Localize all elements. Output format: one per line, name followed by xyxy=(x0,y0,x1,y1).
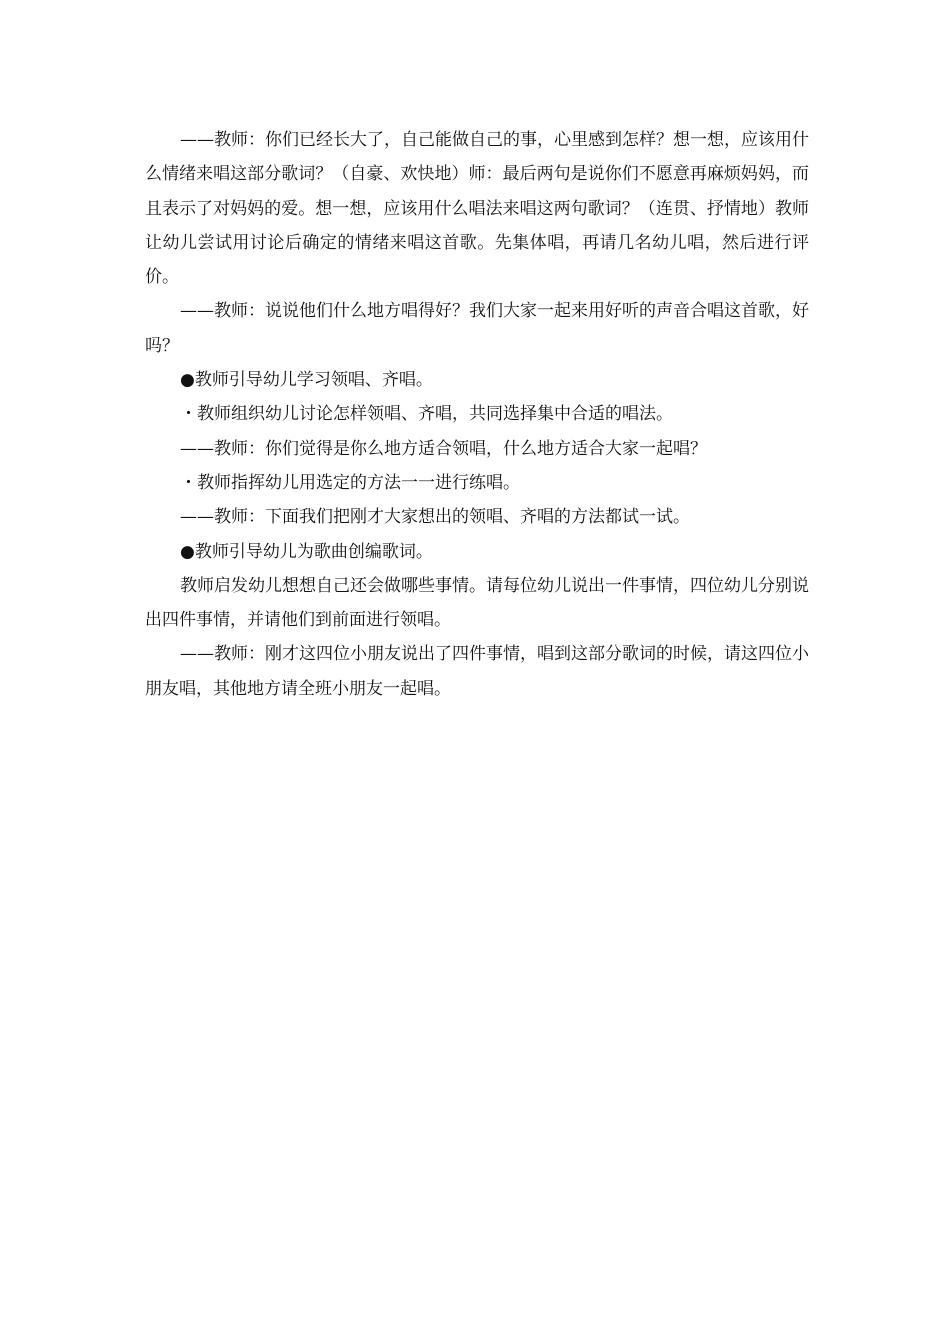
document-body xyxy=(145,123,809,706)
paragraph-teacher-question: ——教师：你们觉得是你么地方适合领唱，什么地方适合大家一起唱？ xyxy=(180,438,707,459)
paragraph-teacher-four-children: ——教师：刚才这四位小朋友说出了四件事情，唱到这部分歌词的时候，请这四位小朋友唱，其他地方请全班小朋友一起唱。 xyxy=(145,644,809,699)
bullet-lead-solo-chorus: ●教师引导幼儿学习领唱、齐唱。 xyxy=(180,370,433,391)
bullet-discuss-singing: ・教师组织幼儿讨论怎样领唱、齐唱，共同选择集中合适的唱法。 xyxy=(180,404,673,425)
paragraph-teacher-try: ——教师：下面我们把刚才大家想出的领唱、齐唱的方法都试一试。 xyxy=(180,507,690,528)
paragraph-teacher-inspire: 教师启发幼儿想想自己还会做哪些事情。请每位幼儿说出一件事情，四位幼儿分别说出四件事情，并请他们到前面进行领唱。 xyxy=(145,575,809,631)
paragraph-teacher-evaluate: ——教师：说说他们什么地方唱得好？我们大家一起来用好听的声音合唱这首歌，好吗？ xyxy=(145,301,809,356)
bullet-conduct-practice: ・教师指挥幼儿用选定的方法一一进行练唱。 xyxy=(180,472,520,493)
bullet-create-lyrics: ●教师引导幼儿为歌曲创编歌词。 xyxy=(180,541,433,562)
paragraph-teacher-emotion: ——教师：你们已经长大了，自己能做自己的事，心里感到怎样？想一想，应该用什么情绪来唱这部分歌词？（自豪、欢快地）师：最后两句是说你们不愿意再麻烦妈妈，而且表示了对妈妈的爱。想一想，应该用什么唱法来唱这两句歌词？（连贯、抒情地）教师让幼儿尝试用讨论后确定的情绪来唱这首歌。先集体唱，再请几名幼儿唱，然后进行评价。 xyxy=(145,130,809,288)
